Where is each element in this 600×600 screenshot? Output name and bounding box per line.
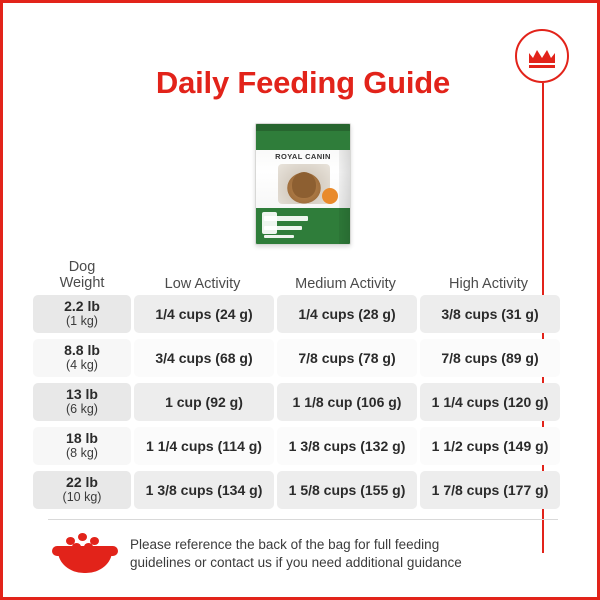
footer-text-line1: Please reference the back of the bag for full feeding — [130, 536, 440, 552]
bag-top-fold — [256, 124, 350, 131]
page-title: Daily Feeding Guide — [155, 65, 451, 100]
cell-medium-activity: 1/4 cups (28 g) — [277, 295, 417, 333]
feeding-table — [33, 251, 573, 515]
cell-high-activity: 7/8 cups (89 g) — [420, 339, 560, 377]
weight-lb: 22 lb — [66, 474, 98, 491]
footer-text — [122, 536, 462, 572]
bag-top-band — [256, 124, 350, 150]
footer-note — [48, 531, 548, 577]
cell-low-activity: 1 3/8 cups (134 g) — [134, 471, 274, 509]
bag-side-shadow — [339, 150, 350, 244]
cell-dog-weight — [33, 427, 131, 465]
weight-kg: (1 kg) — [66, 313, 98, 328]
cell-low-activity: 3/4 cups (68 g) — [134, 339, 274, 377]
weight-lb: 2.2 lb — [64, 298, 100, 315]
cell-medium-activity: 1 3/8 cups (132 g) — [277, 427, 417, 465]
cell-dog-weight — [33, 295, 131, 333]
bag-body — [255, 123, 351, 245]
weight-kg: (6 kg) — [66, 401, 98, 416]
weight-lb: 8.8 lb — [64, 342, 100, 359]
cell-low-activity: 1 1/4 cups (114 g) — [134, 427, 274, 465]
header-dog-weight-line2: Weight — [59, 275, 105, 292]
product-bag-image — [255, 123, 351, 245]
bag-brand-label: ROYAL CANIN — [275, 152, 331, 161]
cell-medium-activity: 1 5/8 cups (155 g) — [277, 471, 417, 509]
weight-lb: 18 lb — [66, 430, 98, 447]
weight-kg: (8 kg) — [66, 445, 98, 460]
cell-dog-weight — [33, 471, 131, 509]
kibble — [78, 533, 87, 541]
dog-bowl-icon — [48, 531, 122, 577]
footer-text-line2: guidelines or contact us if you need additional guidance — [130, 555, 462, 570]
table-header-row — [33, 251, 573, 295]
cell-high-activity: 3/8 cups (31 g) — [420, 295, 560, 333]
header-medium-activity: Medium Activity — [295, 276, 396, 292]
footer-divider — [48, 519, 558, 520]
cell-medium-activity: 1 1/8 cup (106 g) — [277, 383, 417, 421]
weight-kg: (10 kg) — [62, 489, 102, 504]
cell-dog-weight — [33, 383, 131, 421]
header-dog-weight-line1: Dog — [68, 258, 96, 275]
cell-low-activity: 1 cup (92 g) — [134, 383, 274, 421]
table-row — [33, 339, 573, 377]
bag-sticker — [262, 212, 277, 234]
bowl-base — [58, 551, 112, 573]
table-row — [33, 427, 573, 465]
cell-high-activity: 1 1/2 cups (149 g) — [420, 427, 560, 465]
cell-medium-activity: 7/8 cups (78 g) — [277, 339, 417, 377]
table-row — [33, 383, 573, 421]
bag-orange-badge — [322, 188, 338, 204]
header-high-activity: High Activity — [449, 276, 528, 292]
cell-dog-weight — [33, 339, 131, 377]
weight-kg: (4 kg) — [66, 357, 98, 372]
bag-text-line-3 — [264, 235, 294, 238]
table-row — [33, 471, 573, 509]
cell-high-activity: 1 1/4 cups (120 g) — [420, 383, 560, 421]
header-low-activity: Low Activity — [164, 276, 241, 292]
header-dog-weight — [33, 259, 131, 295]
weight-lb: 13 lb — [66, 386, 98, 403]
cell-low-activity: 1/4 cups (24 g) — [134, 295, 274, 333]
cell-high-activity: 1 7/8 cups (177 g) — [420, 471, 560, 509]
table-row — [33, 295, 573, 333]
